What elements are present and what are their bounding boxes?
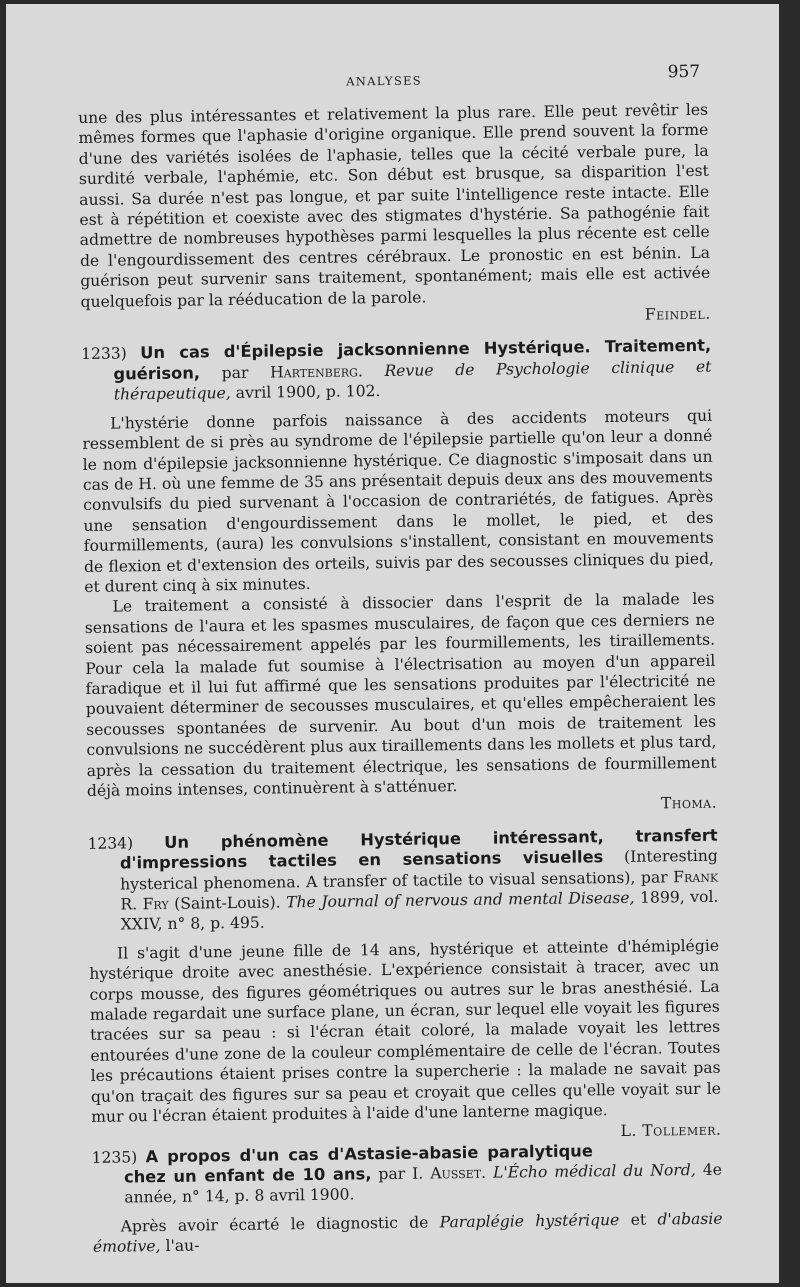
- entry-title: Un phénomène Hystérique intéressant, transfert d'impressions tactiles en sensations visuelles: [119, 825, 718, 873]
- italic-term: Paraplégie hystérique: [439, 1210, 620, 1232]
- signature: L. Tollemer.: [620, 1120, 722, 1140]
- entry-subtitle: (Interesting hysterical phenomena. A transfer of tactile to visual sensations), par: [120, 846, 718, 894]
- entry-number: 1233): [81, 344, 127, 364]
- entry-by: par: [378, 1164, 406, 1184]
- entry-author: I. Ausset.: [412, 1163, 487, 1183]
- running-title: ANALYSES: [346, 73, 423, 89]
- page-number: 957: [667, 61, 701, 83]
- entry-paragraph: [89, 936, 722, 1140]
- entry-1235: [92, 1139, 723, 1257]
- entry-paragraph: [93, 1208, 723, 1257]
- paragraph-mid: et: [630, 1210, 647, 1229]
- entry-heading: [81, 336, 712, 405]
- entry-paragraph-text: Il s'agit d'une jeune fille de 14 ans, hystérique et atteinte d'hémiplégie hystérique droite avec anesthésie. L'expérience consistait à tracer, avec un corps mousse, des figures géométriques ou autres sur le bras anesthésié. La malade regardait une surface plane, un écran, sur lequel elle voyait les figures tracées sur sa peau : si l'écran était coloré, la malade voyait les lettres entourées d'une zone de la couleur complémentaire de celle de l'écran. Toutes les précautions étaient prises contre la supercherie : la malade ne savait pas qu'on traçait des figures sur sa peau et croyait que celles qu'elle voyait sur le mur ou l'écran étaient produites à l'aide d'une lanterne magique.: [89, 936, 722, 1127]
- entry-heading: [88, 826, 719, 936]
- paragraph-start: Après avoir écarté le diagnostic de: [120, 1213, 429, 1236]
- entry-heading: [92, 1139, 723, 1208]
- entry-paragraph: [84, 589, 717, 801]
- paragraph-end: l'au-: [165, 1236, 200, 1256]
- entry-title: Un cas d'Épilepsie jacksonnienne Hystérique. Traitement, guérison,: [113, 336, 712, 384]
- entry-number: 1234): [87, 834, 134, 853]
- italic-term: d'abasie émotive,: [92, 1209, 723, 1257]
- entry-paragraph: L'hystérie donne parfois naissance à des accidents moteurs qui ressemblent de si près au syndrome de l'épilepsie partielle qu'on leur a donné le nom d'épilepsie jacksonnienne hystérique. Ce diagnostic s'imposait dans un cas de H. où une femme de 35 ans présentait depuis deux ans des mouvements convulsifs du pied survenant à l'occasion de contrariétés, de fatigues. Après une sensation d'engourdissement dans le mollet, le pied, et des fourmillements, (aura) les convulsions s'installent, consistant en mouvements de flexion et d'extension des orteils, suivis par des secousses cliniques du pied, et durent cinq à six minutes.: [82, 406, 715, 596]
- entry-details: 4e année, n° 14, p. 8 avril 1900.: [124, 1160, 723, 1207]
- entry-location: (Saint-Louis).: [174, 893, 281, 913]
- body-text: [78, 100, 723, 1258]
- page-header: [78, 58, 708, 88]
- scanned-page: [6, 4, 779, 1283]
- entry-title: A propos d'un cas d'Astasie-abasie paralytique chez un enfant de 10 ans,: [123, 1140, 593, 1187]
- entry-paragraph-text: Le traitement a consisté à dissocier dans l'esprit de la malade les sensations de l'aura et les spasmes musculaires, de façon que ces derniers ne soient pas nécessairement appelés par les fourmillements, les tiraillements. Pour cela la malade fut soumise à l'électrisation au moyen d'un appareil faradique et il lui fut affirmé que les sensations produites par l'électricité ne pouvaient déterminer de secousses musculaires, et qu'elles empêcheraient les secousses spontanées de survenir. Au bout d'un mois de traitement les convulsions ne succédèrent plus aux tiraillements dans les mollets et plus tard, après la cessation du traitement électrique, les sensations de fourmillement déjà moins intenses, continuèrent à s'atténuer.: [84, 590, 717, 800]
- entry-1233: [81, 336, 717, 822]
- entry-source: Revue de Psychologie clinique et thérapeutique,: [113, 357, 712, 404]
- entry-number: 1235): [91, 1147, 138, 1167]
- entry-details: 1899, vol. XXIV, n° 8, p. 495.: [120, 887, 719, 934]
- entry-author: Hartenberg.: [269, 362, 363, 382]
- entry-by: par: [221, 363, 249, 383]
- entry-details: avril 1900, p. 102.: [235, 382, 381, 403]
- entry-1234: [87, 825, 722, 1140]
- entry-source: The Journal of nervous and mental Disease,: [286, 888, 635, 912]
- entry-source: L'Écho médical du Nord,: [492, 1160, 696, 1182]
- signature: Feindel.: [644, 304, 711, 324]
- intro-paragraph: une des plus intéressantes et relativement la plus rare. Elle peut revêtir les mêmes formes que l'aphasie d'origine organique. Elle prend souvent la forme d'une des variétés isolées de l'aphasie, telles que la cécité verbale pure, la surdité verbale, l'aphémie, etc. Son début est brusque, sa disparition l'est aussi. Sa durée n'est pas longue, et par suite l'intelligence reste intacte. Elle est à répétition et coexiste avec des stigmates d'hystérie. Sa pathogénie fait admettre de nombreuses hypothèses parmi lesquelles la plus récente est celle de l'engourdissement des centres cérébraux. Le pronostic en est bénin. La guérison peut survenir sans traitement, spontanément; mais elle est activée quelquefois par la rééducation de la parole.: [78, 100, 711, 311]
- entry-author: Frank R. Fry: [120, 867, 719, 914]
- signature: Thoma.: [660, 794, 718, 813]
